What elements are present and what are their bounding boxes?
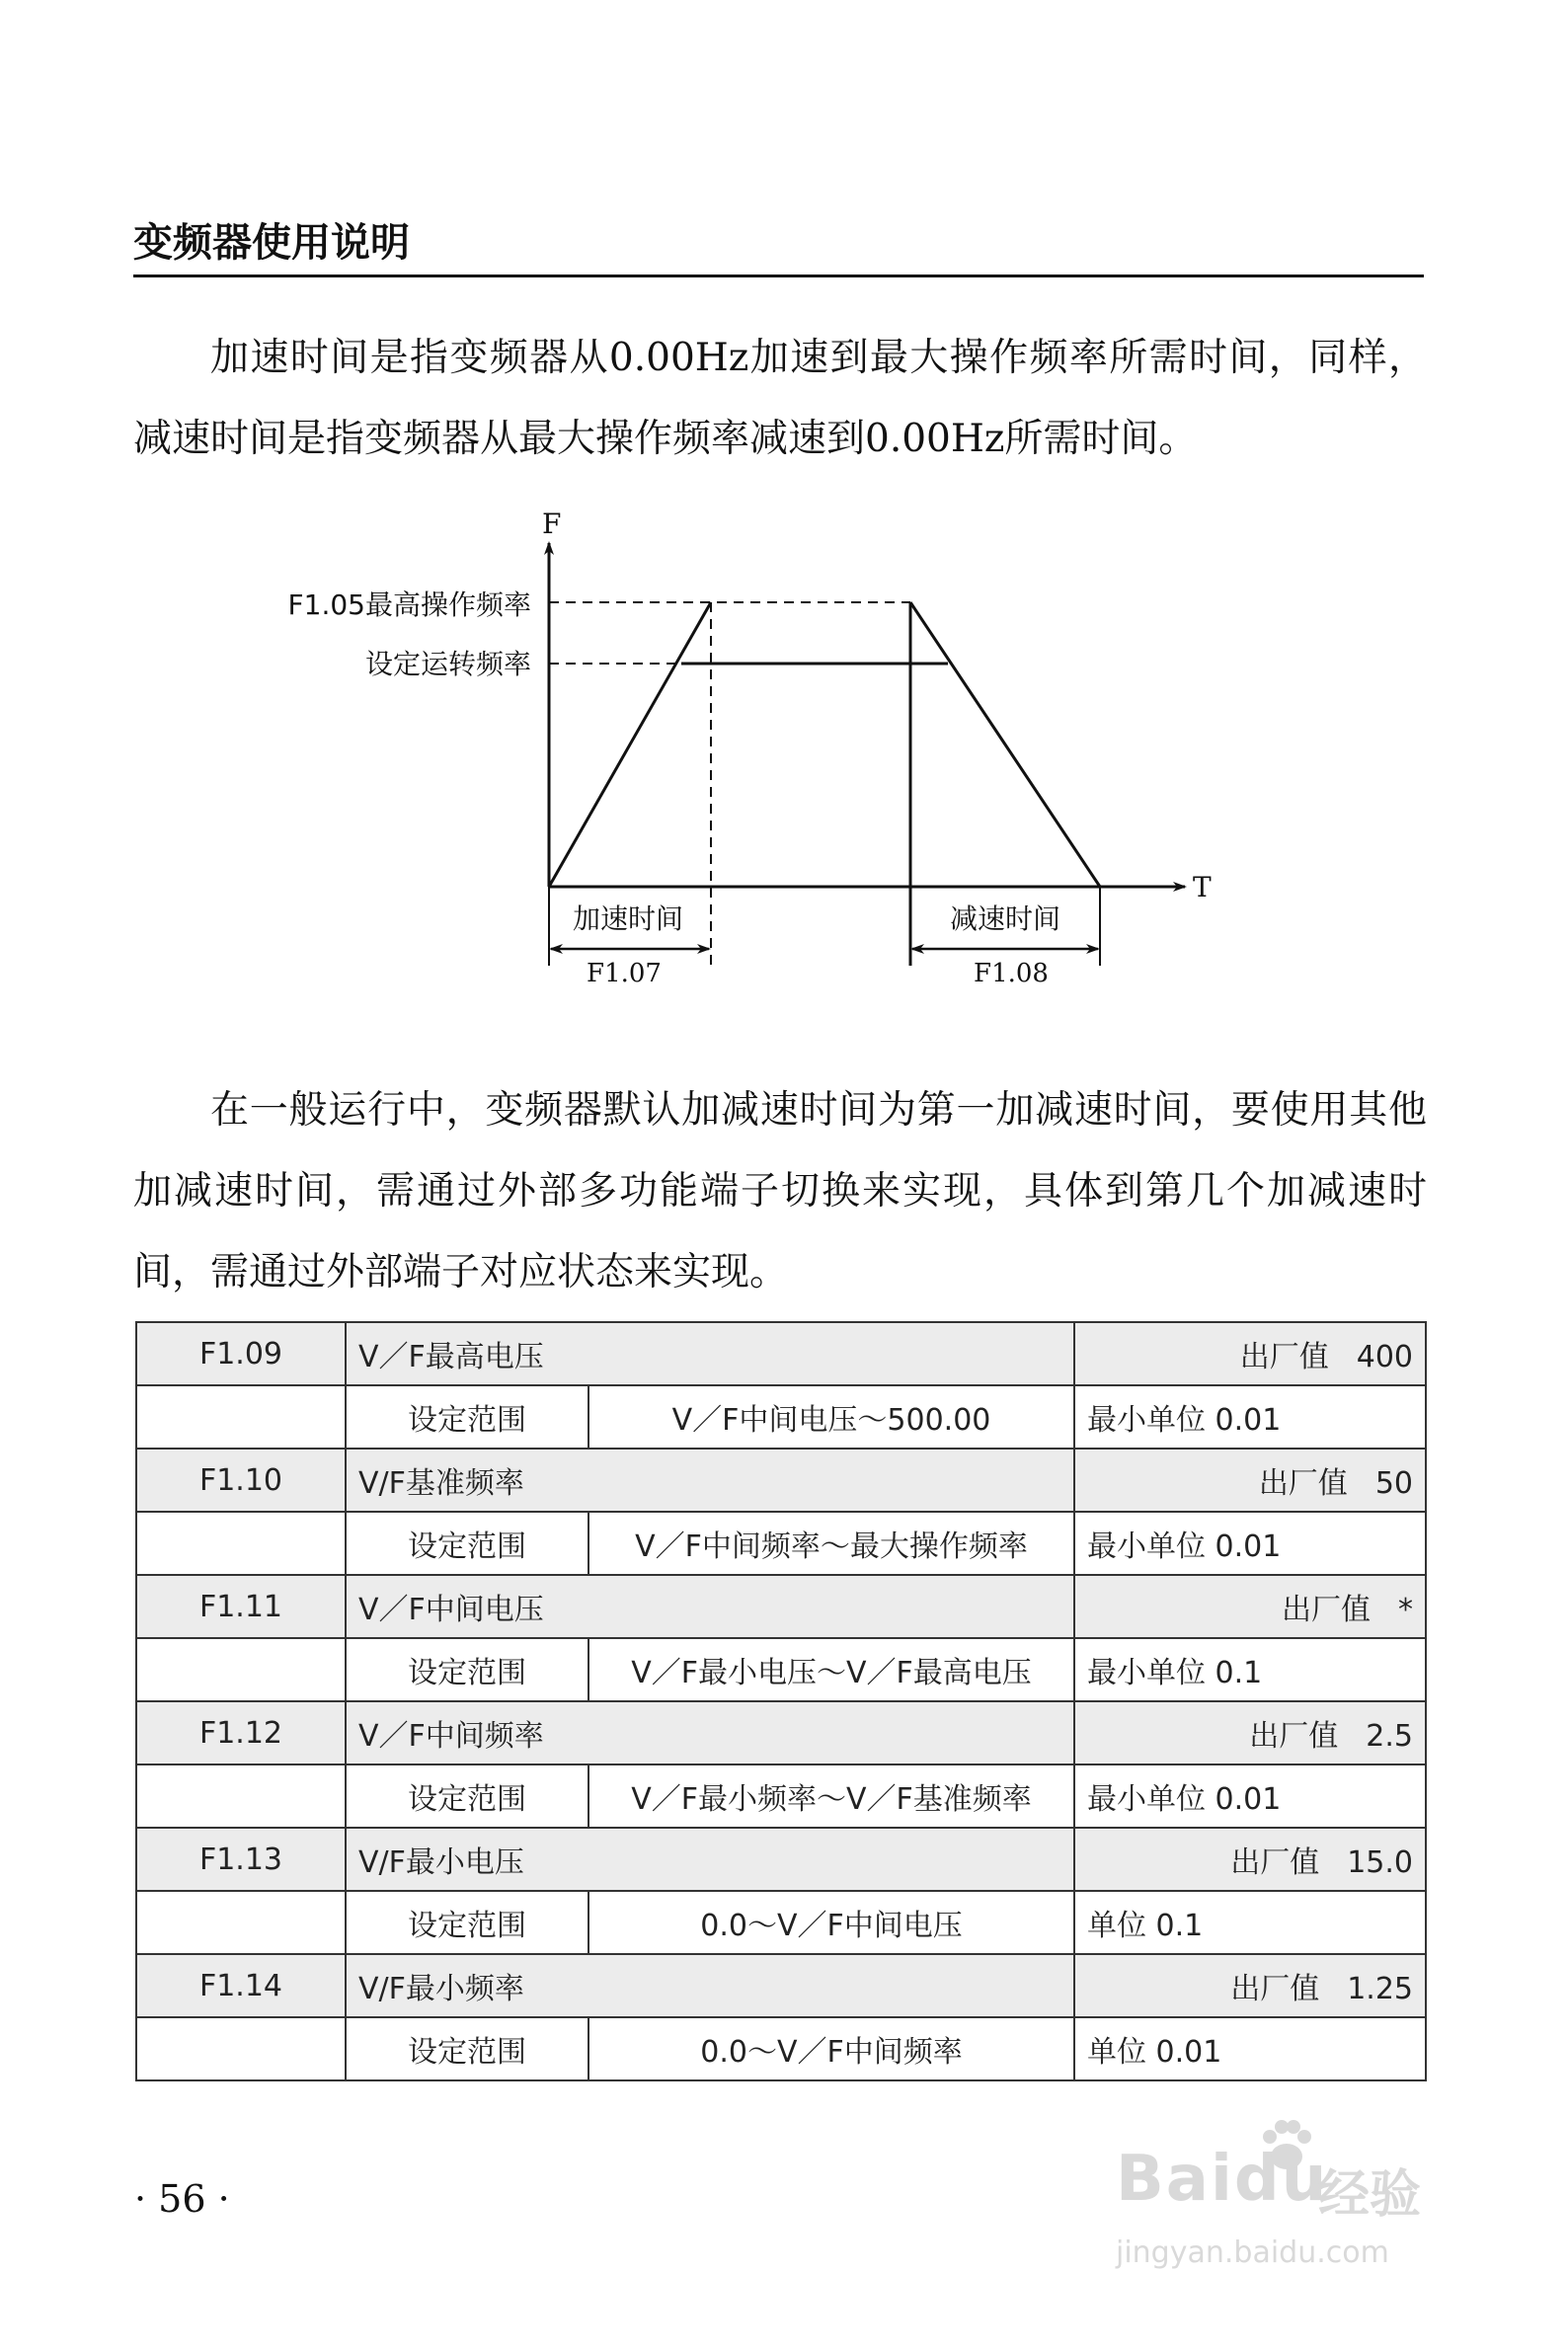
param-range-row [136,1385,1426,1449]
param-code: F1.10 [136,1449,346,1512]
param-header-row [136,1954,1426,2017]
decel-time-label: 减速时间 [949,902,1061,935]
accel-param-label: F1.07 [587,959,662,988]
empty-cell [136,1891,346,1954]
range-value: 0.0～V／F中间电压 [588,1891,1074,1954]
param-header-row [136,1575,1426,1638]
page-number: · 56 · [134,2177,230,2221]
range-label: 设定范围 [346,1385,588,1449]
range-label: 设定范围 [346,1512,588,1575]
paragraph-accel-definition [133,318,1427,480]
factory-value: 400 [1356,1340,1413,1374]
paragraph-text: 在一般运行中，变频器默认加减速时间为第一加减速时间，要使用其他加减速时间，需通过外部多功能端子切换来实现，具体到第几个加减速时间，需通过外部端子对应状态来实现。 [133,1088,1427,1294]
paragraph-text: 加速时间是指变频器从0.00Hz加速到最大操作频率所需时间，同样，减速时间是指变频器从最大操作频率减速到0.00Hz所需时间。 [133,336,1427,461]
factory-value: 1.25 [1347,1972,1413,2006]
factory-label: 出厂值 [1258,1466,1348,1501]
factory-label: 出厂值 [1249,1719,1339,1754]
range-value: V／F中间频率～最大操作频率 [588,1512,1074,1575]
factory-value: 50 [1374,1466,1413,1501]
param-factory-cell [1074,1701,1426,1764]
watermark-product: 经验 [1318,2165,1422,2225]
empty-cell [136,1385,346,1449]
range-value: 0.0～V／F中间频率 [588,2017,1074,2080]
accel-decel-diagram [0,494,1568,1007]
param-name: V/F最小频率 [346,1954,1074,2017]
factory-label: 出厂值 [1230,1972,1320,2006]
factory-value: 2.5 [1366,1719,1413,1754]
empty-cell [136,2017,346,2080]
param-code: F1.09 [136,1322,346,1385]
range-value: V／F中间电压～500.00 [588,1385,1074,1449]
param-factory-cell [1074,1575,1426,1638]
baidu-jingyan-watermark [1096,2113,1491,2301]
param-table-body [136,1322,1426,2080]
param-name: V／F中间电压 [346,1575,1074,1638]
watermark-brand: Baidu [1116,2143,1329,2216]
empty-cell [136,1764,346,1828]
y-axis-label: F [542,508,562,540]
param-name: V/F基准频率 [346,1449,1074,1512]
param-code: F1.14 [136,1954,346,2017]
factory-label: 出厂值 [1230,1845,1320,1880]
param-header-row [136,1701,1426,1764]
param-code: F1.12 [136,1701,346,1764]
x-axis-label: T [1193,871,1212,903]
param-code: F1.13 [136,1828,346,1891]
empty-cell [136,1512,346,1575]
empty-cell [136,1638,346,1701]
watermark-url: jingyan.baidu.com [1116,2235,1389,2270]
range-label: 设定范围 [346,2017,588,2080]
param-header-row [136,1322,1426,1385]
param-header-row [136,1828,1426,1891]
param-name: V/F最小电压 [346,1828,1074,1891]
range-label: 设定范围 [346,1891,588,1954]
range-label: 设定范围 [346,1764,588,1828]
vf-parameter-table [135,1321,1427,2081]
param-factory-cell [1074,1449,1426,1512]
range-label: 设定范围 [346,1638,588,1701]
paragraph-accel-selection [133,1070,1427,1313]
factory-value: * [1398,1593,1413,1627]
header-rule [133,274,1424,277]
range-value: V／F最小频率～V／F基准频率 [588,1764,1074,1828]
param-range-row [136,1891,1426,1954]
max-freq-label: F1.05最高操作频率 [287,588,531,621]
unit-value: 最小单位 0.1 [1074,1638,1426,1701]
unit-value: 最小单位 0.01 [1074,1385,1426,1449]
unit-value: 单位 0.01 [1074,2017,1426,2080]
param-range-row [136,1638,1426,1701]
unit-value: 最小单位 0.01 [1074,1512,1426,1575]
param-factory-cell [1074,1954,1426,2017]
page-header-title: 变频器使用说明 [133,220,410,266]
param-factory-cell [1074,1828,1426,1891]
param-range-row [136,1764,1426,1828]
paw-icon [1252,2113,1321,2182]
param-header-row [136,1449,1426,1512]
factory-label: 出厂值 [1239,1340,1329,1374]
factory-label: 出厂值 [1282,1593,1371,1627]
param-name: V／F最高电压 [346,1322,1074,1385]
param-code: F1.11 [136,1575,346,1638]
accel-ramp [549,602,711,887]
param-range-row [136,1512,1426,1575]
unit-value: 单位 0.1 [1074,1891,1426,1954]
set-freq-label: 设定运转频率 [364,648,531,680]
param-factory-cell [1074,1322,1426,1385]
unit-value: 最小单位 0.01 [1074,1764,1426,1828]
decel-param-label: F1.08 [974,959,1049,988]
factory-value: 15.0 [1347,1845,1413,1880]
param-range-row [136,2017,1426,2080]
decel-ramp [910,602,1100,887]
range-value: V／F最小电压～V／F最高电压 [588,1638,1074,1701]
accel-time-label: 加速时间 [572,902,684,935]
param-name: V／F中间频率 [346,1701,1074,1764]
